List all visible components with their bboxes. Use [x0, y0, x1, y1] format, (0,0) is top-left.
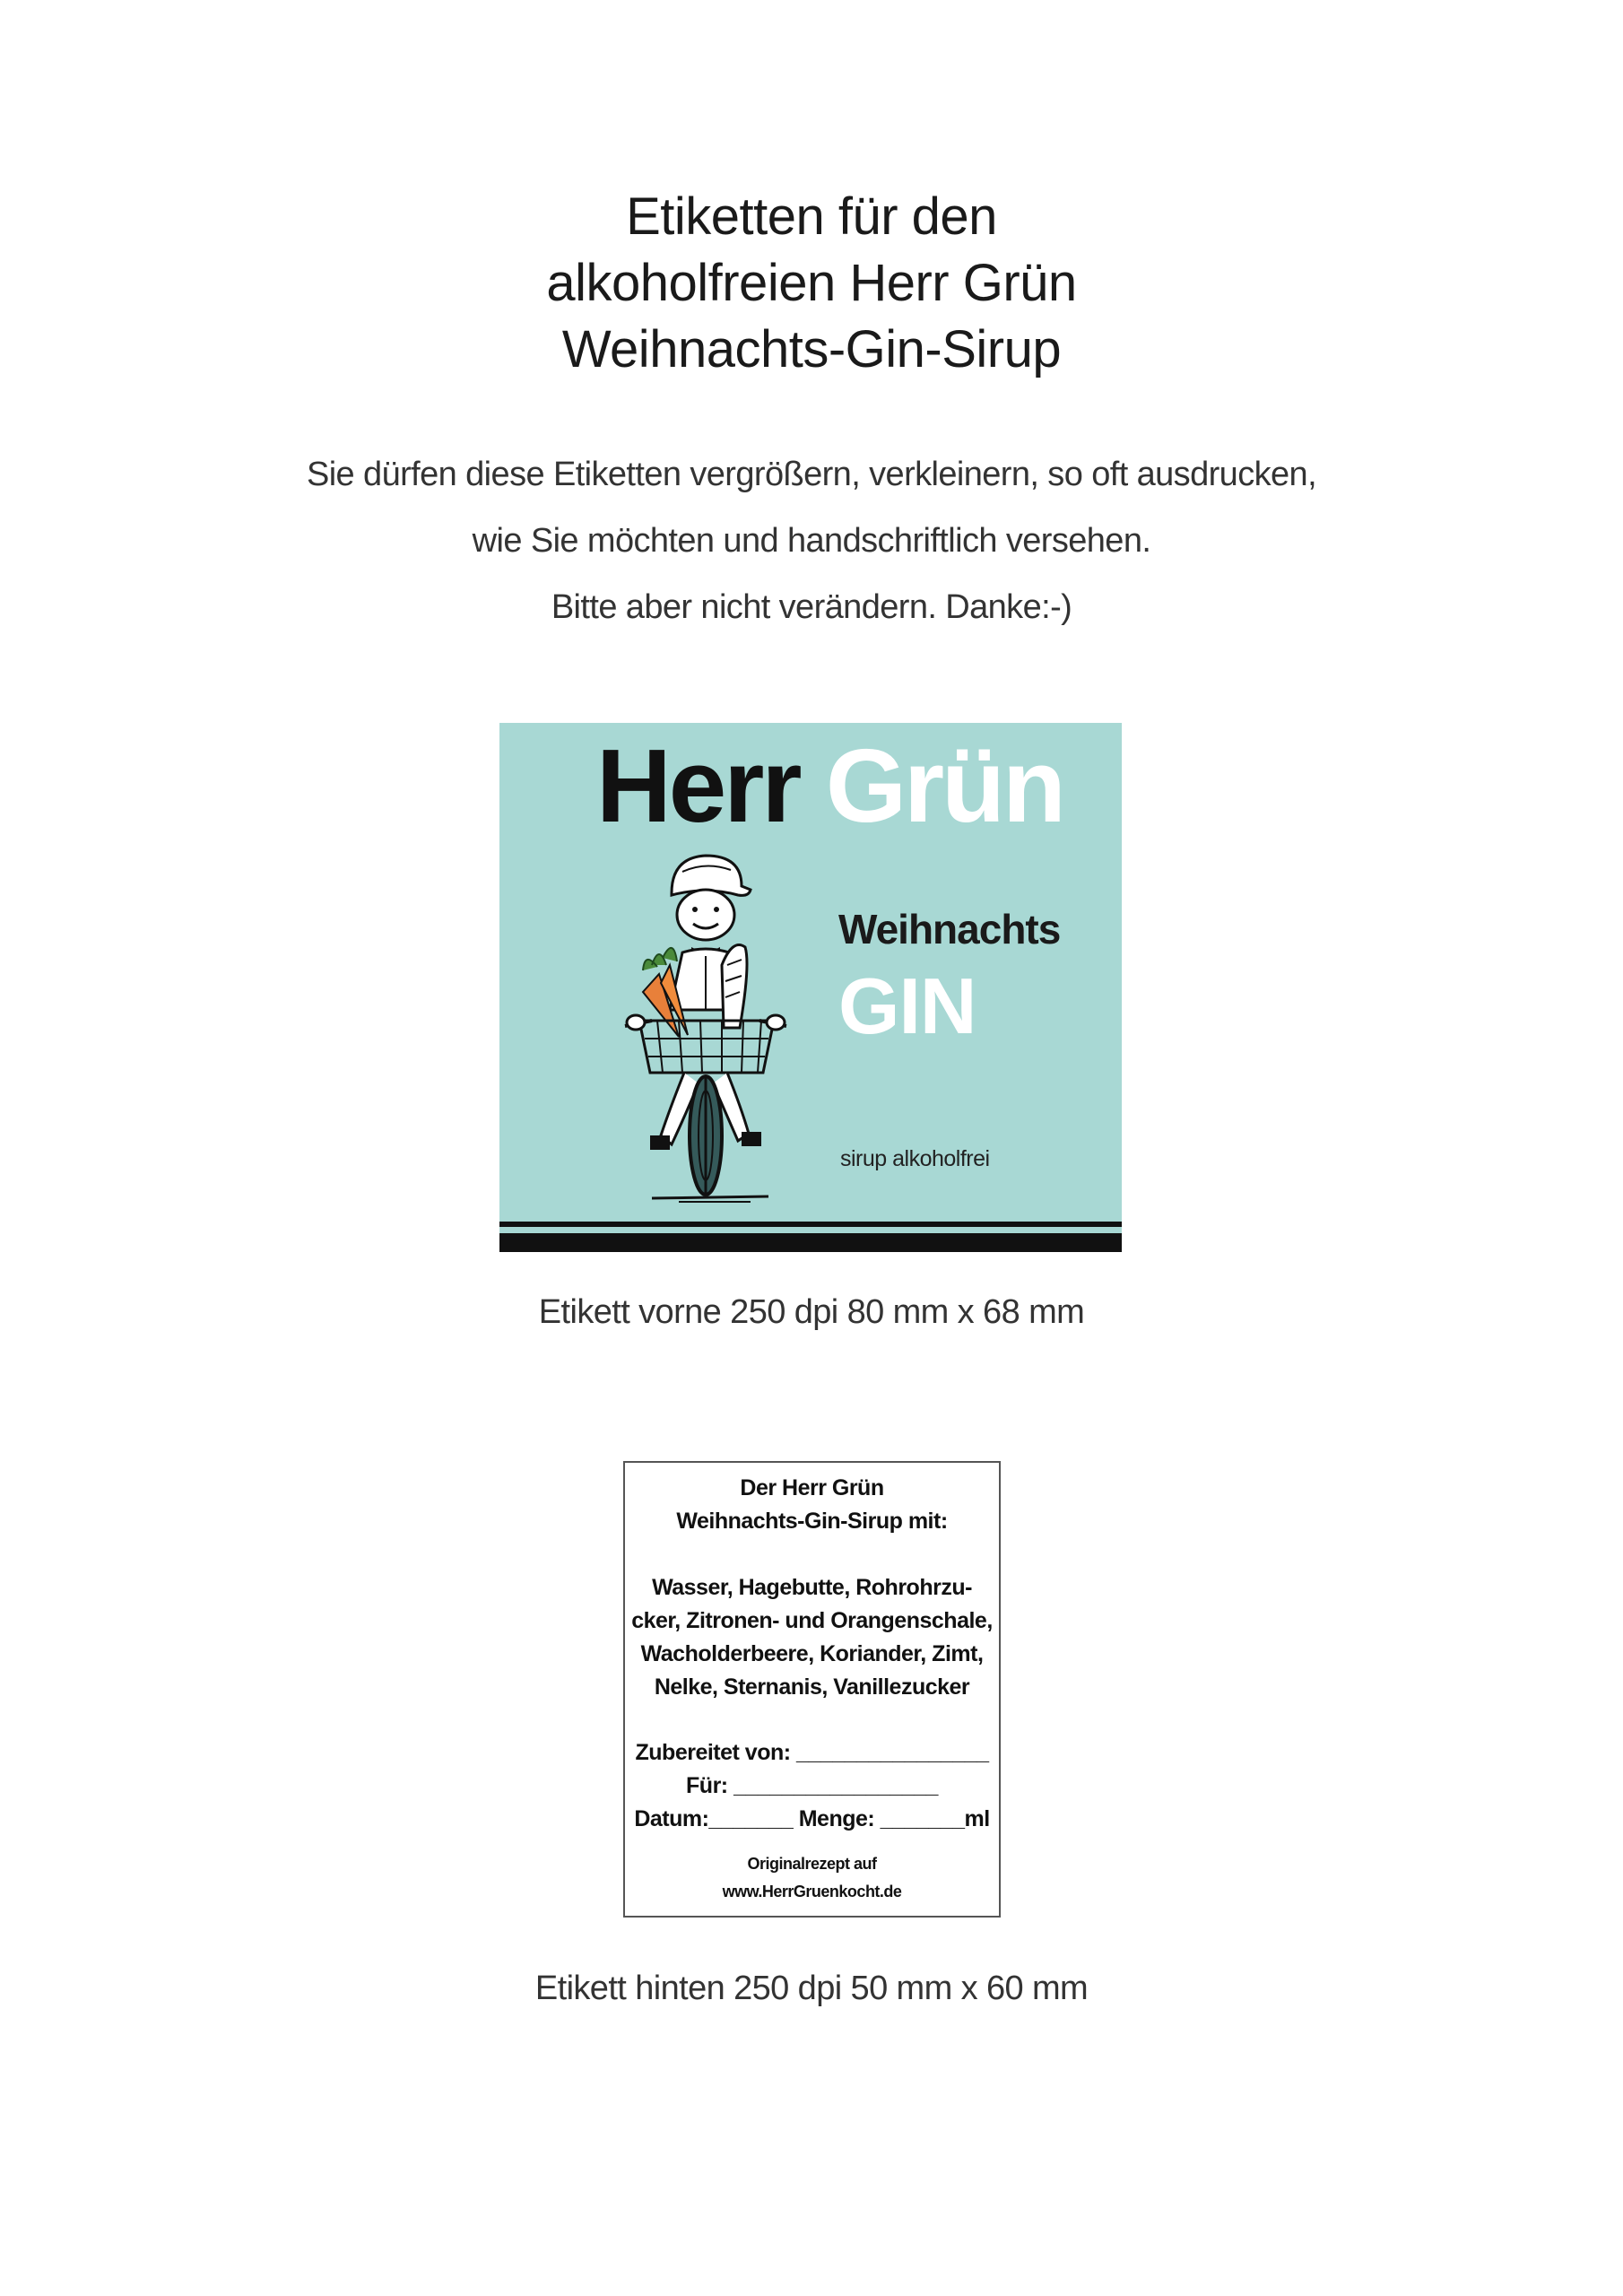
- recipe-source: [625, 1850, 999, 1906]
- product-name-line-1: Weihnachts: [838, 906, 1061, 952]
- usage-notice: [0, 441, 1623, 640]
- back-label-heading: [625, 1472, 999, 1538]
- ingredients-line-4: Nelke, Sternanis, Vanillezucker: [654, 1674, 970, 1700]
- front-label: [499, 723, 1122, 1252]
- page-title-line-1: Etiketten für den: [626, 187, 997, 246]
- recipient-field: Für: _________________: [686, 1773, 938, 1798]
- page-title: [0, 184, 1623, 383]
- product-descriptor: sirup alkoholfrei: [840, 1146, 990, 1171]
- recipe-source-url: www.HerrGruenkocht.de: [722, 1883, 902, 1900]
- back-label-heading-line-2: Weihnachts-Gin-Sirup mit:: [676, 1509, 948, 1534]
- handwriting-fields: [625, 1736, 999, 1836]
- back-label: [623, 1461, 1001, 1918]
- label-stripe-thin: [499, 1222, 1122, 1227]
- page-title-line-2: alkoholfreien Herr Grün: [546, 254, 1077, 312]
- page-title-line-3: Weihnachts-Gin-Sirup: [561, 320, 1062, 378]
- date-quantity-field: Datum:_______ Menge: _______ml: [634, 1806, 990, 1831]
- ingredients-list: [625, 1571, 999, 1704]
- recipe-source-line-1: Originalrezept auf: [747, 1855, 877, 1873]
- prepared-by-field: Zubereitet von: ________________: [635, 1740, 989, 1765]
- back-label-caption: Etikett hinten 250 dpi 50 mm x 60 mm: [534, 1970, 1089, 2007]
- label-stripe-thick: [499, 1233, 1122, 1252]
- usage-notice-line-1: Sie dürfen diese Etiketten vergrößern, verkleinern, so oft ausdrucken,: [306, 456, 1317, 493]
- cyclist-with-vegetable-basket-icon: [616, 831, 795, 1207]
- ingredients-line-1: Wasser, Hagebutte, Rohrohrzu-: [652, 1575, 972, 1600]
- front-label-caption: Etikett vorne 250 dpi 80 mm x 68 mm: [538, 1293, 1085, 1331]
- brand-name-first: Herr: [596, 727, 800, 844]
- usage-notice-line-3: Bitte aber nicht verändern. Danke:-): [551, 588, 1072, 626]
- brand-name-second: Grün: [825, 727, 1063, 844]
- brand-name: [596, 723, 1063, 848]
- usage-notice-line-2: wie Sie möchten und handschriftlich versehen.: [472, 522, 1151, 560]
- back-label-heading-line-1: Der Herr Grün: [740, 1475, 884, 1500]
- ingredients-line-2: cker, Zitronen- und Orangenschale,: [631, 1608, 993, 1633]
- product-name-line-2: GIN: [838, 961, 976, 1050]
- ingredients-line-3: Wacholderbeere, Koriander, Zimt,: [640, 1641, 984, 1666]
